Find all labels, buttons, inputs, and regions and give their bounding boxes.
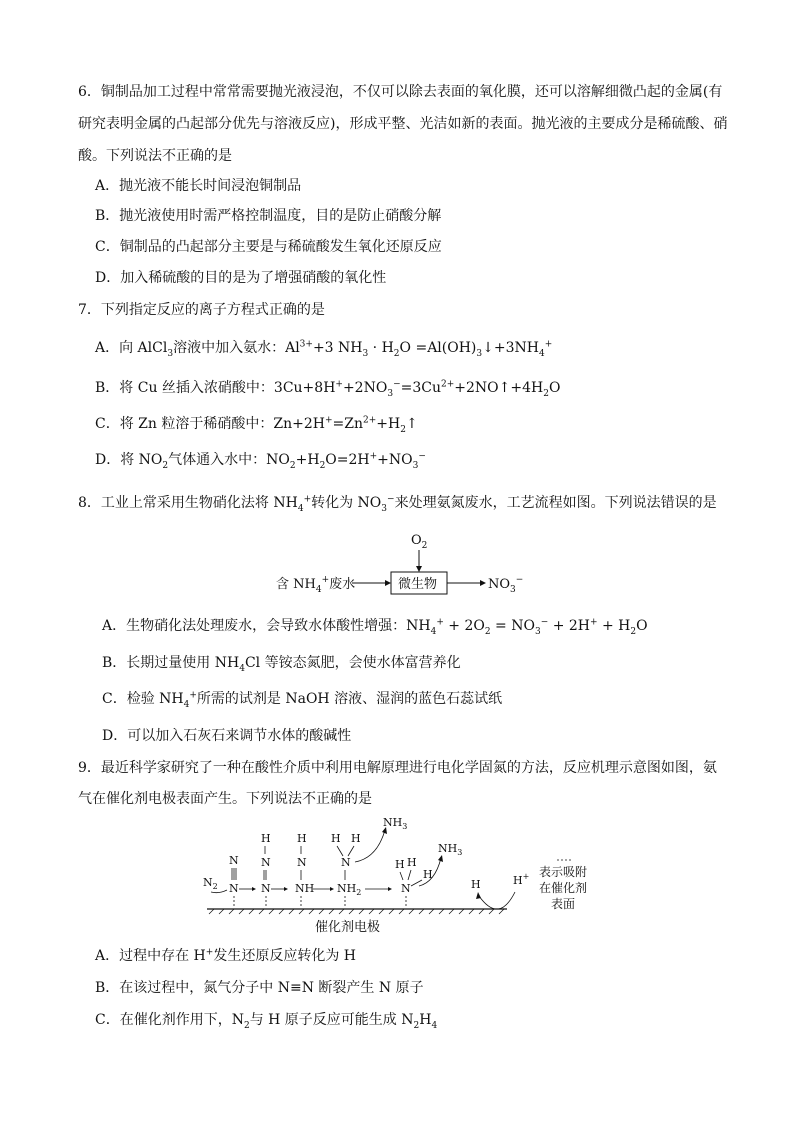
output-label: $NO_3^-$ (488, 575, 524, 595)
microbe-label: 微生物 (398, 577, 438, 592)
q8-option-c: C．检验 $NH_4^+$所需的试剂是 NaOH 溶液、湿润的蓝色石蕊试纸 (102, 690, 503, 710)
q7-option-b: B．将 Cu 丝插入浓硝酸中：$3Cu+8H^++2NO_3^-=3Cu^{2+}+2NO↑+4H_2O$ (95, 379, 561, 399)
legend-line2: 在催化剂 (539, 881, 588, 895)
q7-option-d: D．将 $NO_2$气体通入水中：$NO_2+H_2O=2H^++NO_3^-$ (95, 451, 426, 471)
col4-top-n: N (341, 856, 351, 869)
q9-stem-line1: 9．最近科学家研究了一种在酸性介质中利用电解原理进行电化学固氮的方法，反应机理示意图如图，氨 (78, 760, 717, 776)
col5-h-left: H (395, 858, 405, 871)
q8-stem: 8．工业上常采用生物硝化法将 $NH_4^+$转化为 $NO_3^-$来处理氨氮废水，工艺流程如图。下列说法错误的是 (78, 494, 717, 514)
electrode-hatching (209, 909, 504, 914)
q8-option-b: B．长期过量使用 $NH_4Cl$ 等铵态氮肥，会使水体富营养化 (102, 655, 461, 674)
q9-option-b: B．在该过程中，氮气分子中 N≡N 断裂产生 N 原子 (95, 980, 424, 996)
q8-flow-diagram (270, 528, 530, 598)
q8-option-d: D．可以加入石灰石来调节水体的酸碱性 (102, 728, 352, 744)
h-atom-label: H (471, 878, 481, 891)
h-plus-label: H+ (513, 872, 530, 887)
q8-option-a: A．生物硝化法处理废水，会导致水体酸性增强：$NH_4^+ + 2O_2 = NO_3^- + 2H^+ + H_2O$ (102, 617, 648, 637)
q9-option-a: A．过程中存在 H+发生还原反应转化为 H (95, 947, 356, 964)
input-label: 含 $NH_4^+$废水 (276, 575, 356, 595)
col2-bottom-n: N (261, 882, 271, 895)
o2-arrowhead (416, 566, 422, 572)
q7-option-c: C．将 Zn 粒溶于稀硝酸中：$Zn+2H^+=Zn^{2+}+H_2↑$ (95, 415, 418, 435)
q7-option-a: A．向 AlCl$_3$溶液中加入氨水：$Al^{3+}+3$ $NH_3 \cdot H_2O$ $=Al(OH)_3↓+3NH_4^+$ (95, 339, 553, 359)
output-arrowhead (480, 580, 486, 586)
col1-top-n: N (229, 854, 239, 867)
q6-option-a: A．抛光液不能长时间浸泡铜制品 (95, 178, 302, 194)
nh3-label-1: $NH_3$ (383, 816, 408, 831)
col2-top-n: N (261, 856, 271, 869)
q6-stem-line1: 6．铜制品加工过程中常常需要抛光液浸泡，不仅可以除去表面的氧化膜，还可以溶解细微凸起的金属(有 (78, 84, 723, 100)
col2-h: H (261, 832, 271, 845)
q9-option-c: C．在催化剂作用下，$N_2$与 H 原子反应可能生成 $N_2H_4$ (95, 1012, 438, 1031)
q6-option-b: B．抛光液使用时需严格控制温度，目的是防止硝酸分解 (95, 208, 442, 224)
col4-nh2: $NH_2$ (337, 882, 362, 897)
n2-label: $N_2$ (203, 876, 218, 891)
col5-h-right: H (423, 868, 433, 881)
col1-bottom-n: N (229, 882, 239, 895)
q6-option-d: D．加入稀硫酸的目的是为了增强硝酸的氧化性 (95, 270, 387, 286)
o2-label: $O_2$ (411, 533, 428, 551)
q7-stem: 7．下列指定反应的离子方程式正确的是 (78, 302, 325, 318)
q6-stem-line2: 研究表明金属的凸起部分优先与溶液反应)，形成平整、光洁如新的表面。抛光液的主要成分是稀硫酸、硝 (78, 116, 728, 132)
col3-nh: NH (295, 882, 315, 895)
col4-h-right: H (351, 832, 361, 845)
electrode-label: 催化剂电极 (315, 920, 381, 935)
legend-line3: 表面 (551, 897, 576, 911)
col3-h: H (297, 832, 307, 845)
col4-h-left: H (331, 832, 341, 845)
legend-line1: 表示吸附 (539, 865, 588, 879)
q6-option-c: C．铜制品的凸起部分主要是与稀硫酸发生氧化还原反应 (95, 239, 442, 255)
q9-stem-line2: 气在催化剂电极表面产生。下列说法不正确的是 (78, 791, 372, 807)
q6-stem-line3: 酸。下列说法不正确的是 (78, 148, 232, 164)
col3-top-n: N (297, 856, 307, 869)
input-arrowhead (385, 580, 391, 586)
col5-h-mid: H (407, 856, 417, 869)
col5-n: N (401, 882, 411, 895)
nh3-label-2: $NH_3$ (438, 842, 463, 857)
q9-mechanism-diagram (195, 812, 615, 936)
